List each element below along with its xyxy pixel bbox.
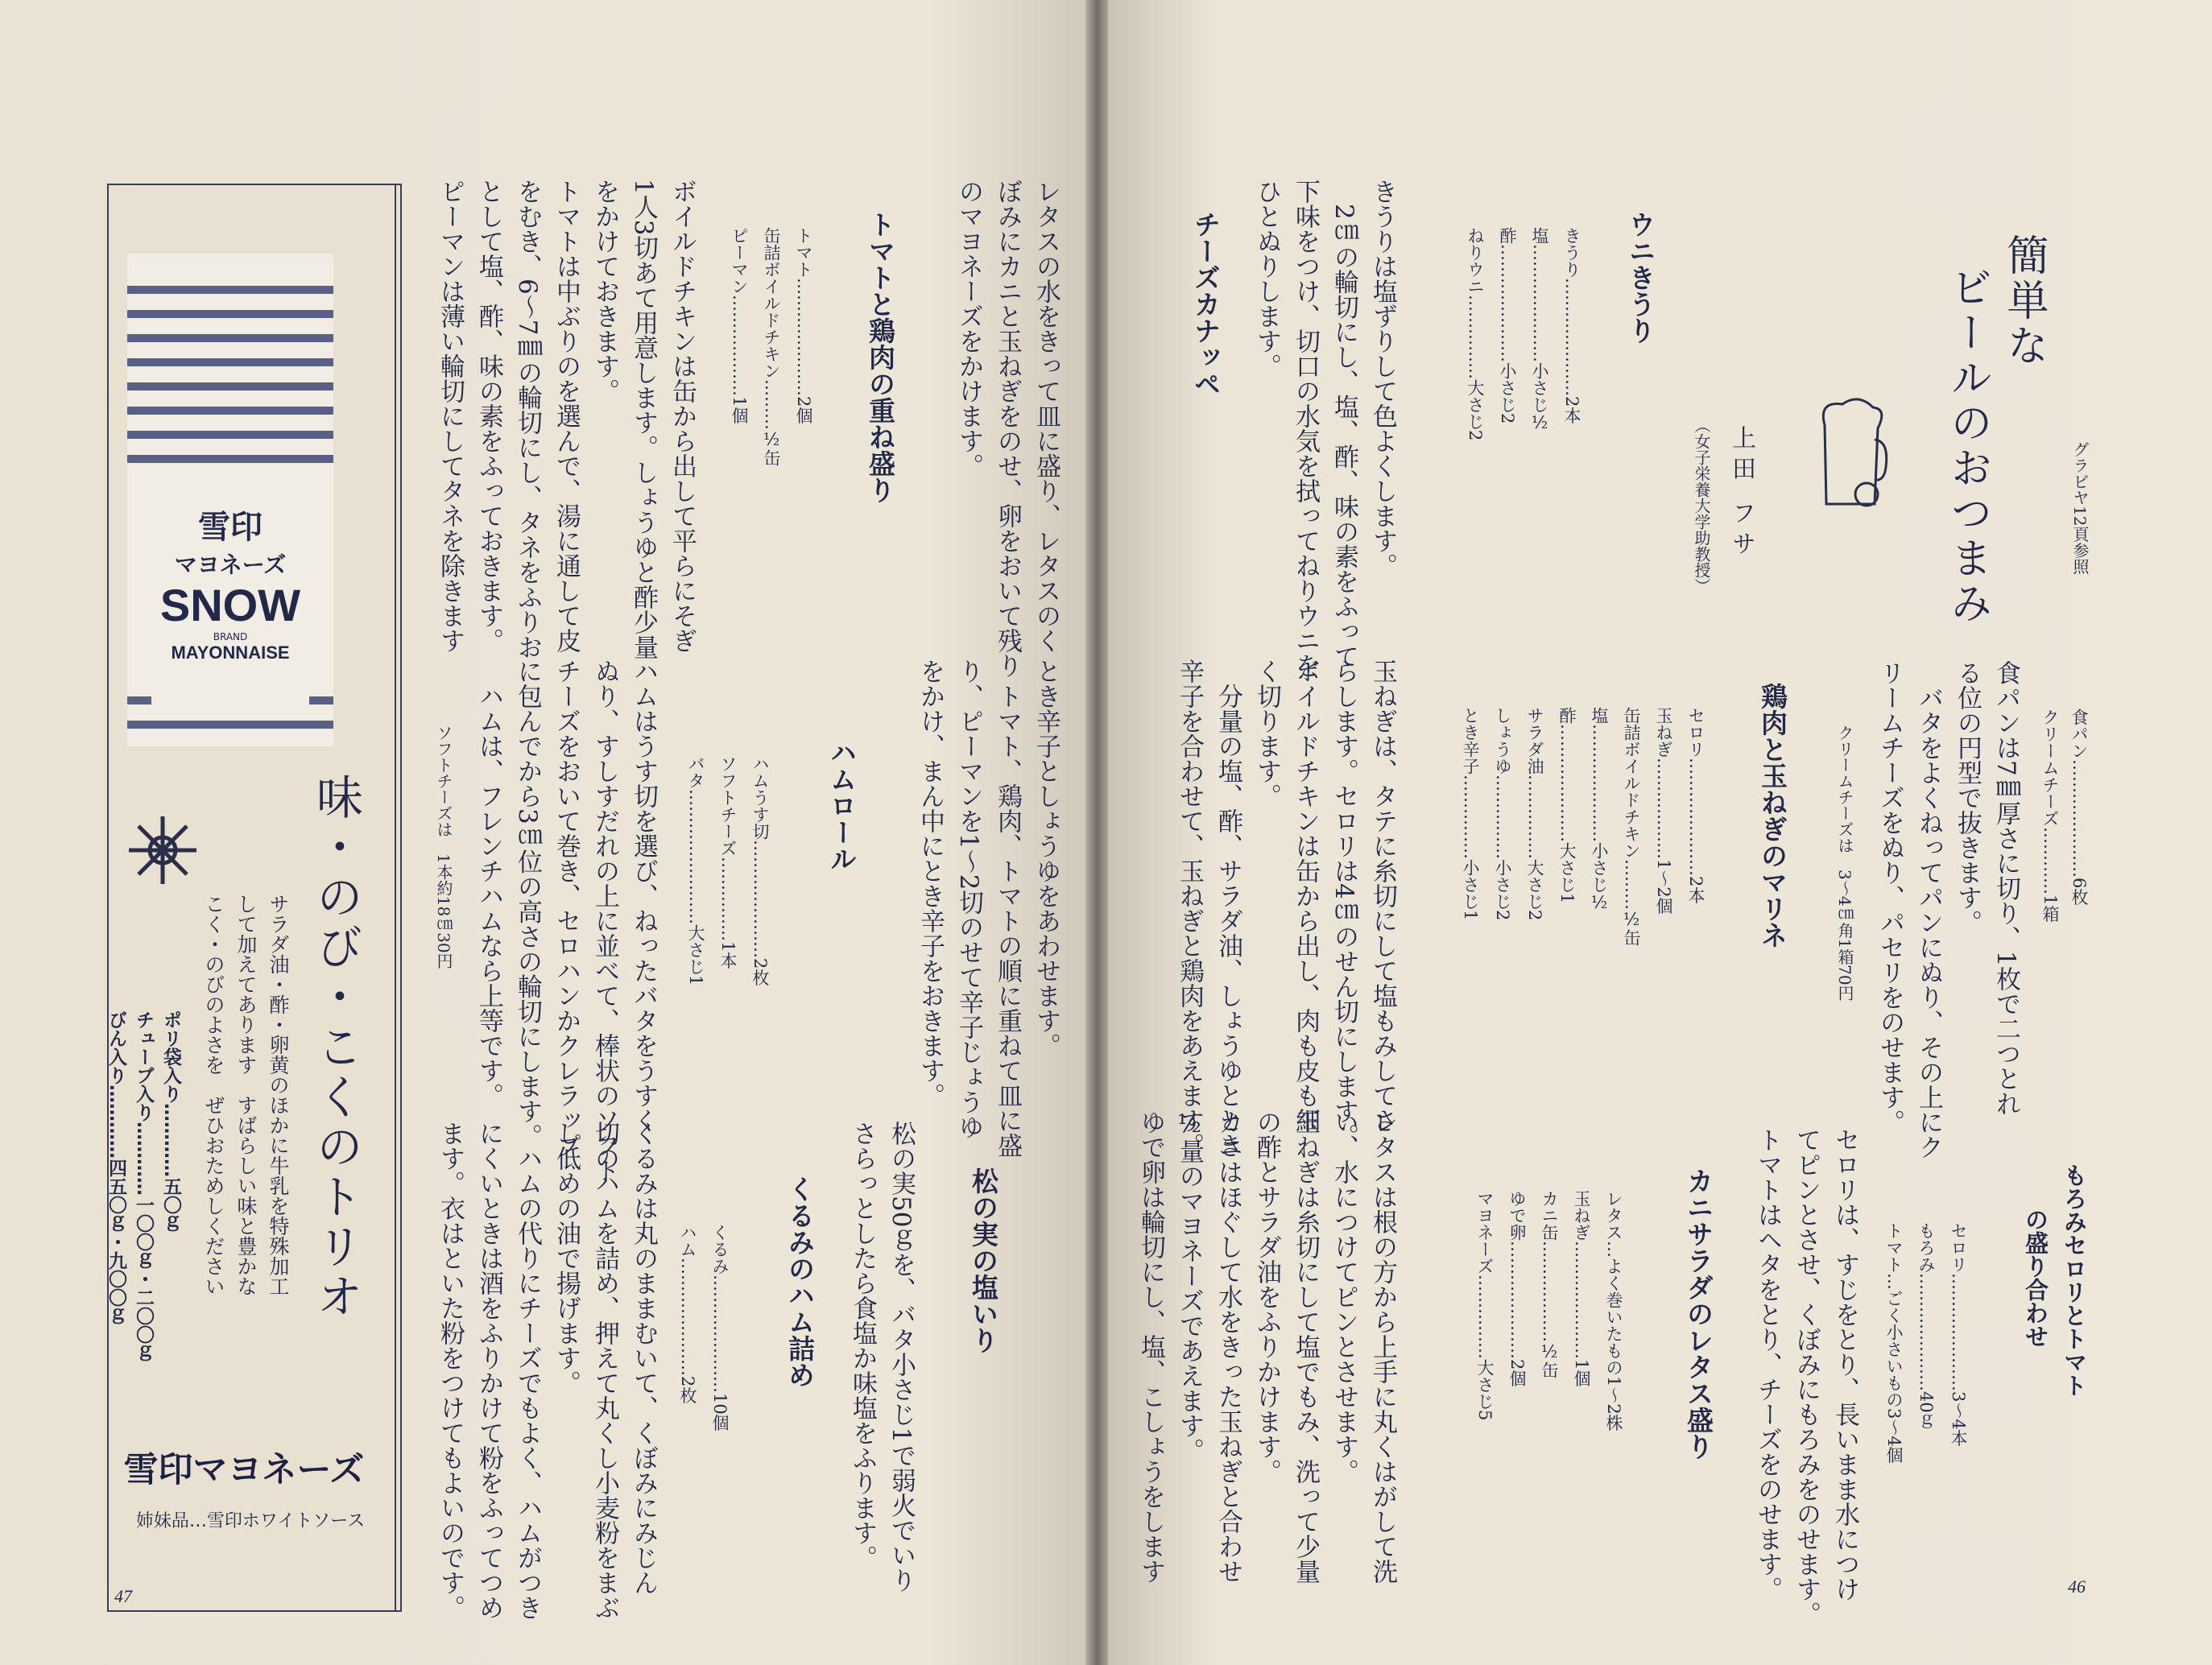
ingredient-line: 缶詰ボイルドチキン………½缶 bbox=[1622, 707, 1641, 946]
pack-mayo-jp: マヨネーズ bbox=[174, 552, 287, 578]
title-line-2: ビールのおつまみ bbox=[1943, 266, 1991, 626]
ingredient-line: 酢…………………大さじ1 bbox=[1557, 707, 1577, 904]
body-line: 下味をつけ、切口の水気を拭ってねりウニを bbox=[1291, 179, 1320, 678]
body-line: り、ピーマンを1〜2切のせて辛子じょうゆ bbox=[954, 659, 983, 1140]
author-affiliation: （女子栄養大学助教授） bbox=[1692, 417, 1711, 594]
ingredient-line: 食パン…………………6枚 bbox=[2069, 709, 2089, 906]
body-line: ゆで卵は輪切にし、塩、こしょうをします bbox=[1136, 1109, 1165, 1584]
recipe-heading: くるみのハム詰め bbox=[784, 1175, 816, 1388]
ingredient-line: マヨネーズ……………大さじ5 bbox=[1475, 1190, 1495, 1421]
body-line: をむき、6〜7㎜の輪切にし、タネをふりお bbox=[513, 179, 542, 660]
recipe-heading: ウニきうり bbox=[1625, 211, 1656, 344]
body-line: トマト、鶏肉、トマトの順に重ねて皿に盛 bbox=[993, 659, 1022, 1158]
body-line: チーズをおいて巻き、セロハンかクレラップ bbox=[552, 659, 581, 1158]
body-line: し低めの油で揚げます。 bbox=[552, 1121, 581, 1395]
ingredient-line: 玉ねぎ…………………1個 bbox=[1572, 1190, 1591, 1387]
body-line: ピーマンは薄い輪切にしてタネを除きます bbox=[436, 179, 465, 653]
page-number-right: 46 bbox=[2068, 1576, 2086, 1597]
body-line: セロリは、すじをとり、長いまま水につけ bbox=[1830, 1127, 1859, 1601]
ad-size-line: チューブ入り…………一〇〇ｇ・二〇〇ｇ bbox=[133, 1010, 154, 1362]
ad-copy-line: サラダ油・酢・卵黄のほかに牛乳を特殊加工 bbox=[267, 894, 290, 1296]
pack-stripe bbox=[127, 286, 333, 294]
book-gutter bbox=[1085, 0, 1108, 1665]
body-line: 辛子を合わせて、玉ねぎと鶏肉をあえます。 bbox=[1175, 659, 1204, 1158]
body-line: らします。セロリは4㎝のせん切にします。 bbox=[1329, 659, 1358, 1149]
body-line: のマヨネーズをかけます。 bbox=[954, 179, 983, 478]
ingredient-line: しょうゆ……………小さじ2 bbox=[1493, 707, 1512, 921]
body-line: く切ります。 bbox=[1252, 659, 1281, 808]
ingredient-line: サラダ油……………大さじ2 bbox=[1525, 707, 1544, 921]
body-line: 玉ねぎは糸切にして塩でもみ、洗って少量 bbox=[1291, 1109, 1320, 1584]
body-line: ぼみにカニと玉ねぎをのせ、卵をおいて残り bbox=[993, 179, 1022, 678]
body-line: さらっとしたら食塩か味塩をふります。 bbox=[848, 1121, 877, 1570]
pack-stripe bbox=[127, 358, 333, 366]
ingredient-line: 塩…………………小さじ½ bbox=[1590, 707, 1609, 912]
ingredient-line: くるみ…………………10個 bbox=[710, 1224, 730, 1432]
ad-size-line: びん入り…………四五〇ｇ・九〇〇ｇ bbox=[105, 1010, 126, 1325]
body-line: をかけておきます。 bbox=[590, 179, 619, 403]
body-line: として塩、酢、味の素をふっておきます。 bbox=[474, 179, 503, 653]
recipe-heading: もろみセロリとトマト bbox=[2061, 1163, 2088, 1397]
body-line: にくいときは酒をふりかけて粉をふってつめ bbox=[474, 1121, 503, 1620]
ingredient-line: 酢…………………小さじ2 bbox=[1498, 227, 1517, 424]
ingredient-line: クリームチーズ…………1箱 bbox=[2040, 709, 2060, 923]
ingredient-line: セロリ…………………3〜4本 bbox=[1949, 1222, 1968, 1447]
snow-crystal-logo-icon bbox=[126, 813, 200, 887]
pack-stripe bbox=[127, 431, 333, 439]
ingredient-line: トマト…ごく小さいもの3〜4個 bbox=[1884, 1222, 1904, 1464]
ingredient-line: ソフトチーズ……………1本 bbox=[718, 755, 738, 969]
recipe-heading: カニサラダのレタス盛り bbox=[1683, 1167, 1714, 1460]
ingredient-line: ねりウニ……………大さじ2 bbox=[1466, 227, 1485, 441]
body-line: カニはほぐして水をきった玉ねぎと合わせ bbox=[1213, 1109, 1242, 1584]
body-line: くるみは丸のままむいて、くぼみにみじん bbox=[629, 1121, 658, 1595]
ingredient-line: 缶詰ボイルドチキン………½缶 bbox=[762, 227, 781, 466]
ingredient-line: レタス…よく巻いたもの1〜2株 bbox=[1604, 1190, 1623, 1432]
recipe-heading: 鶏肉と玉ねぎのマリネ bbox=[1757, 683, 1788, 948]
body-line: い、水につけてピンとさせます。 bbox=[1329, 1109, 1358, 1484]
recipe-heading: ハムロール bbox=[826, 739, 858, 872]
body-line: る位の円型で抜きます。 bbox=[1953, 660, 1982, 935]
mayonnaise-pack-image bbox=[127, 254, 333, 746]
body-line: をかけ、まん中にとき辛子をおきます。 bbox=[916, 659, 945, 1108]
price-note: クリームチーズは 3〜4㎝角1箱70円 bbox=[1835, 725, 1854, 1002]
body-line: 切のハムを詰め、押えて丸くし小麦粉をまぶ bbox=[590, 1121, 619, 1620]
body-line: ハムは、フレンチハムなら上等です。 bbox=[474, 659, 503, 1108]
body-line: バタをよくねってパンにぬり、その上にク bbox=[1914, 660, 1943, 1159]
ingredient-line: 玉ねぎ………………1〜2個 bbox=[1654, 707, 1673, 915]
ingredient-line: ハム…………………2枚 bbox=[678, 1224, 697, 1404]
body-line: 玉ねぎは、タテに糸切にして塩もみしてさ bbox=[1368, 659, 1397, 1133]
body-line: の酢とサラダ油をふりかけます。 bbox=[1252, 1109, 1281, 1484]
ad-copy-line: こく・のびのよさを ぜひおためしください bbox=[202, 894, 225, 1296]
recipe-heading: 松の実の塩いり bbox=[968, 1167, 999, 1353]
price-note: ソフトチーズは 1本約18㎝30円 bbox=[434, 725, 453, 969]
body-line: 分量の塩、酢、サラダ油、しょうゆととき bbox=[1213, 659, 1242, 1158]
body-line: 2㎝の輪切にし、塩、酢、味の素をふって bbox=[1329, 179, 1358, 669]
body-line: トマトはヘタをとり、チーズをのせます。 bbox=[1753, 1127, 1782, 1601]
pack-brand-en: BRAND bbox=[213, 631, 248, 642]
ingredient-line: ハムうす切…………………2枚 bbox=[750, 755, 770, 986]
ingredient-line: もろみ…………………40ｇ bbox=[1916, 1222, 1936, 1430]
recipe-heading: の盛り合わせ bbox=[2022, 1208, 2049, 1348]
body-line: レタスは根の方から上手に丸くはがして洗 bbox=[1368, 1109, 1397, 1584]
beer-mug-icon bbox=[1810, 393, 1889, 515]
body-line: トマトは中ぶりのを選んで、湯に通して皮 bbox=[552, 179, 581, 653]
ingredient-line: きうり…………………2本 bbox=[1562, 227, 1581, 424]
ingredient-line: バタ……………………大さじ1 bbox=[686, 755, 705, 986]
body-line: 松の実50ｇを、バタ小さじ1で弱火でいり bbox=[887, 1121, 916, 1593]
body-line: 食パンは7㎜厚さに切り、1枚で二つとれ bbox=[1991, 660, 2020, 1117]
pack-stripe bbox=[127, 407, 333, 415]
body-line: に包んでから3㎝位の高さの輪切にします。 bbox=[513, 659, 542, 1149]
pack-mayonnaise-en: MAYONNAISE bbox=[171, 642, 290, 663]
ad-sister-product: 姉妹品…雪印ホワイトソース bbox=[135, 1511, 366, 1531]
pack-stripe bbox=[127, 455, 333, 463]
ingredient-line: ゆで卵…………………2個 bbox=[1507, 1190, 1527, 1387]
page-number-left: 47 bbox=[114, 1586, 132, 1606]
gravure-reference: グラビヤ12頁参照 bbox=[2070, 441, 2090, 575]
ad-slogan: 味・のび・こくのトリオ bbox=[308, 773, 363, 1322]
pack-snow-logo: SNOW bbox=[159, 580, 301, 630]
body-line: ボイルドチキンは缶から出して平らにそぎ bbox=[668, 179, 697, 653]
body-line: とき辛子としょうゆをあわせます。 bbox=[1032, 659, 1061, 1058]
ingredient-line: ピーマン………………1個 bbox=[730, 227, 749, 424]
ingredient-line: カニ缶………………½缶 bbox=[1540, 1190, 1559, 1378]
pack-stripe bbox=[127, 382, 333, 390]
recipe-heading: チーズカナッペ bbox=[1190, 211, 1222, 397]
title-line-1: 簡単な bbox=[1999, 233, 2048, 369]
body-line: ます。衣はといた粉をつけてもよいのです。 bbox=[436, 1121, 465, 1620]
pack-stripe bbox=[127, 334, 333, 342]
author-name: 上田 フサ bbox=[1727, 425, 1755, 562]
ad-copy-line: して加えてあります すばらしい味と豊かな bbox=[234, 894, 258, 1296]
ad-divider bbox=[395, 184, 396, 1610]
body-line: ぬり、すしすだれの上に並べて、棒状のソフト bbox=[590, 659, 619, 1183]
ingredient-line: 塩…………………小さじ½ bbox=[1530, 227, 1549, 432]
pack-stripe bbox=[127, 721, 333, 729]
pack-brand-jp: 雪印 bbox=[198, 509, 263, 546]
ad-brand-name: 雪印マヨネーズ bbox=[123, 1450, 365, 1490]
body-line: ハムはうす切を選び、ねったバタをうすく bbox=[629, 659, 658, 1133]
ingredient-line: とき辛子……………小さじ1 bbox=[1461, 707, 1480, 921]
ad-size-line: ポリ袋入り…………五〇ｇ bbox=[160, 1010, 181, 1233]
body-line: ハムの代りにチーズでもよく、ハムがつき bbox=[513, 1121, 542, 1620]
body-line: きうりは塩ずりして色よくします。 bbox=[1368, 179, 1397, 578]
body-line: 1人3切あて用意します。しょうゆと酢少量 bbox=[629, 179, 658, 660]
body-line: ひとぬりします。 bbox=[1252, 179, 1281, 378]
body-line: ½量のマヨネーズであえます。 bbox=[1175, 1109, 1204, 1463]
body-line: リームチーズをぬり、パセリをのせます。 bbox=[1875, 660, 1904, 1134]
body-line: レタスの水をきって皿に盛り、レタスのく bbox=[1032, 179, 1061, 653]
pack-stripe bbox=[127, 310, 333, 318]
ingredient-line: セロリ…………………2本 bbox=[1686, 707, 1706, 904]
ingredient-line: トマト…………………2個 bbox=[794, 227, 813, 424]
pack-label bbox=[151, 487, 309, 704]
recipe-heading: トマトと鶏肉の重ね盛り bbox=[865, 211, 896, 503]
body-line: てピンとさせ、くぼみにもろみをのせます。 bbox=[1792, 1127, 1821, 1626]
body-line: ボイルドチキンは缶から出し、肉も皮も細 bbox=[1291, 659, 1320, 1133]
